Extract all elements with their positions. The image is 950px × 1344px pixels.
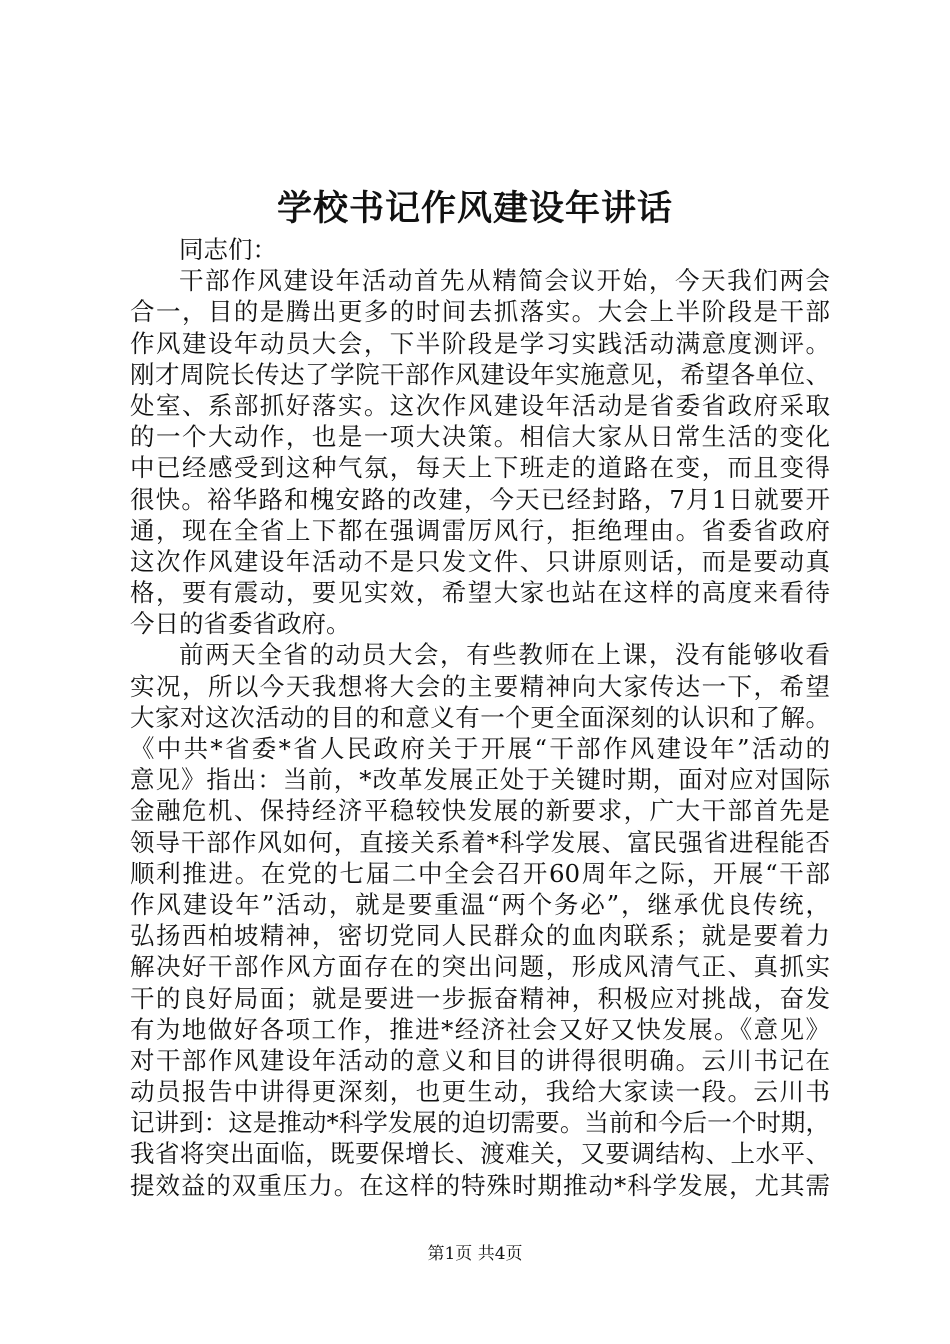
body-line: 这次作风建设年活动不是只发文件、只讲原则话，而是要动真 bbox=[130, 546, 830, 576]
body-line: 刚才周院长传达了学院干部作风建设年实施意见，希望各单位、 bbox=[130, 359, 830, 389]
body-line: 格，要有震动，要见实效，希望大家也站在这样的高度来看待 bbox=[130, 578, 830, 608]
body-line: 中已经感受到这种气氛，每天上下班走的道路在变，而且变得 bbox=[130, 453, 830, 483]
body-line: 今日的省委省政府。 bbox=[130, 609, 351, 639]
body-line: 作风建设年动员大会，下半阶段是学习实践活动满意度测评。 bbox=[130, 328, 830, 358]
body-line: 干的良好局面；就是要进一步振奋精神，积极应对挑战，奋发 bbox=[130, 983, 830, 1013]
body-line: 大家对这次活动的目的和意义有一个更全面深刻的认识和了解。 bbox=[130, 702, 830, 732]
body-line: 动员报告中讲得更深刻，也更生动，我给大家读一段。云川书 bbox=[130, 1077, 830, 1107]
body-line: 作风建设年”活动，就是要重温“两个务必”，继承优良传统， bbox=[130, 889, 830, 919]
body-line: 金融危机、保持经济平稳较快发展的新要求，广大干部首先是 bbox=[130, 796, 830, 826]
body-line: 通，现在全省上下都在强调雷厉风行，拒绝理由。省委省政府 bbox=[130, 515, 830, 545]
body-line: 顺利推进。在党的七届二中全会召开60周年之际，开展“干部 bbox=[130, 858, 830, 888]
body-line: 对干部作风建设年活动的意义和目的讲得很明确。云川书记在 bbox=[130, 1045, 830, 1075]
body-line: 处室、系部抓好落实。这次作风建设年活动是省委省政府采取 bbox=[130, 390, 830, 420]
page-footer: 第1页 共4页 bbox=[427, 1244, 523, 1264]
body-line: 前两天全省的动员大会，有些教师在上课，没有能够收看 bbox=[179, 640, 830, 670]
body-line: 很快。裕华路和槐安路的改建，今天已经封路，7月1日就要开 bbox=[130, 484, 830, 514]
body-line: 实况，所以今天我想将大会的主要精神向大家传达一下，希望 bbox=[130, 671, 830, 701]
body-line: 领导干部作风如何，直接关系着*科学发展、富民强省进程能否 bbox=[130, 827, 830, 857]
body-line: 弘扬西柏坡精神，密切党同人民群众的血肉联系；就是要着力 bbox=[130, 921, 830, 951]
body-line: 合一，目的是腾出更多的时间去抓落实。大会上半阶段是干部 bbox=[130, 297, 830, 327]
body-line: 解决好干部作风方面存在的突出问题，形成风清气正、真抓实 bbox=[130, 952, 830, 982]
body-line: 意见》指出：当前，*改革发展正处于关键时期，面对应对国际 bbox=[130, 765, 830, 795]
body-line: 的一个大动作，也是一项大决策。相信大家从日常生活的变化 bbox=[130, 422, 830, 452]
body-line: 有为地做好各项工作，推进*经济社会又好又快发展。《意见》 bbox=[130, 1014, 830, 1044]
body-line: 记讲到：这是推动*科学发展的迫切需要。当前和今后一个时期， bbox=[130, 1108, 830, 1138]
salutation-line: 同志们： bbox=[179, 235, 277, 264]
document-title: 学校书记作风建设年讲话 bbox=[276, 188, 673, 229]
body-line: 干部作风建设年活动首先从精简会议开始，今天我们两会 bbox=[179, 266, 830, 296]
body-line: 我省将突出面临，既要保增长、渡难关，又要调结构、上水平、 bbox=[130, 1139, 830, 1169]
document-body bbox=[130, 234, 830, 1201]
body-line: 《中共*省委*省人民政府关于开展“干部作风建设年”活动的 bbox=[130, 734, 830, 763]
body-line: 提效益的双重压力。在这样的特殊时期推动*科学发展，尤其需 bbox=[130, 1170, 830, 1200]
